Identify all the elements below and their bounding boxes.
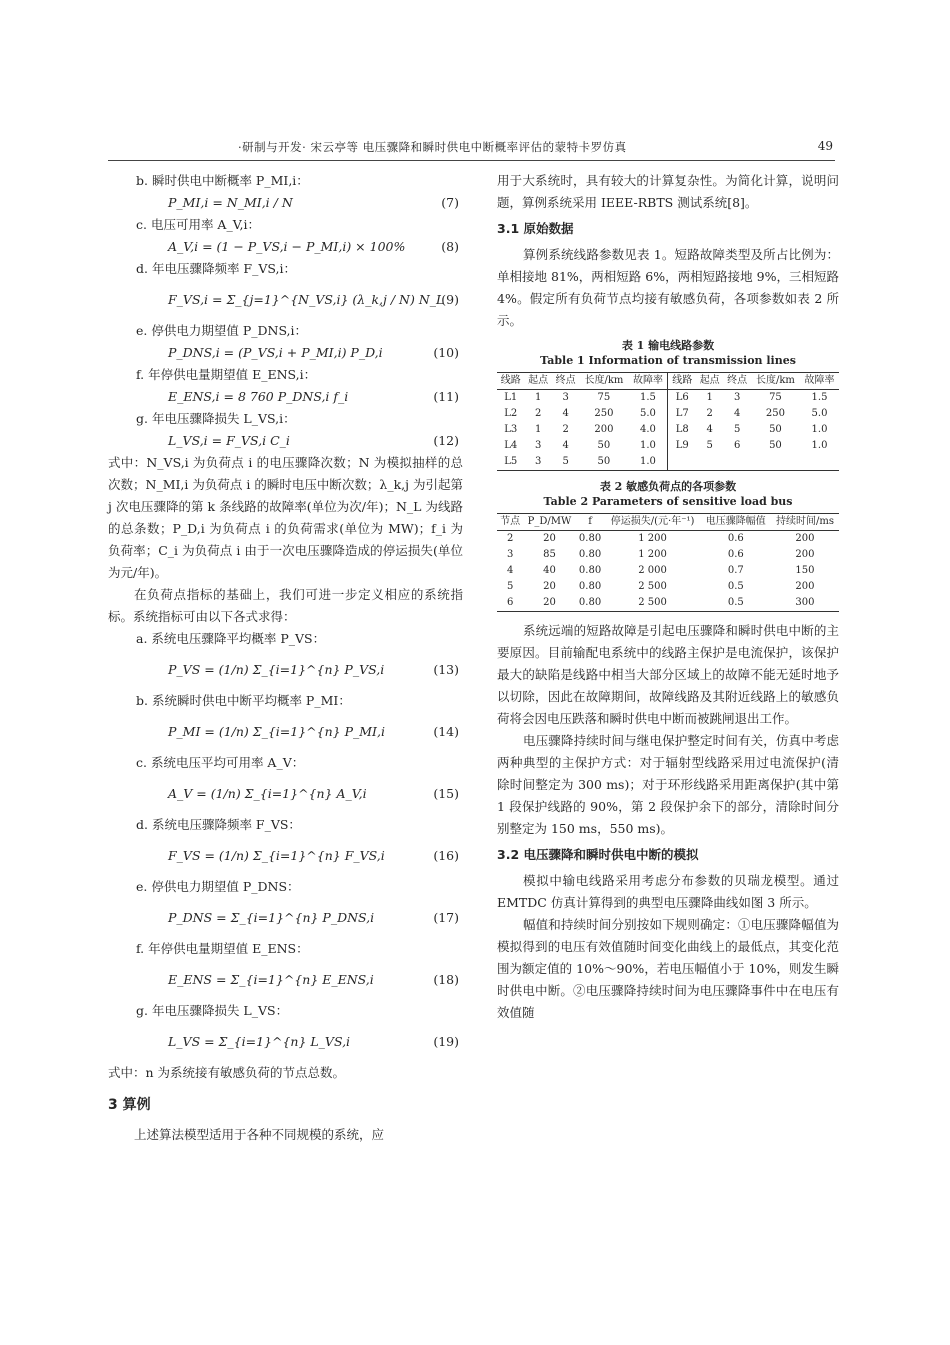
header-cell: 线路	[500, 375, 521, 386]
right-column	[497, 170, 839, 1024]
equation-8	[108, 236, 463, 258]
equation-text: P_MI = (1/n) Σ_{i=1}^{n} P_MI,i	[168, 724, 385, 739]
table-2-caption-en: Table 2 Parameters of sensitive load bus	[543, 495, 793, 508]
equation-number: (9)	[441, 292, 459, 307]
left-column	[108, 170, 463, 1146]
equation-number: (13)	[433, 662, 459, 677]
sys-item-g: g. 年电压骤降损失 L_VS：	[136, 1003, 289, 1018]
table-row	[497, 595, 839, 612]
table-cell: 0.80	[578, 597, 602, 608]
equation-text: L_VS = Σ_{i=1}^{n} L_VS,i	[168, 1034, 351, 1049]
table-2	[497, 513, 839, 612]
table-row	[497, 454, 839, 471]
table-cell: L3	[504, 424, 518, 435]
table-cell: 5.0	[640, 408, 656, 419]
table-cell: 0.80	[578, 549, 602, 560]
table-cell: 4	[733, 408, 741, 419]
equation-10	[108, 342, 463, 364]
table-cell: 1.0	[811, 440, 828, 451]
section-3-paragraph: 上述算法模型适用于各种不同规模的系统，应	[134, 1127, 385, 1142]
item-g: g. 年电压骤降损失 L_VS,i：	[136, 411, 296, 426]
running-title: ·研制与开发· 宋云亭等 电压骤降和瞬时供电中断概率评估的蒙特卡罗仿真	[238, 140, 627, 154]
equation-text: E_ENS = Σ_{i=1}^{n} E_ENS,i	[168, 972, 374, 987]
table-cell: 6	[733, 440, 741, 451]
table-cell: 0.7	[727, 565, 744, 576]
table-2-caption-cn: 表 2 敏感负荷点的各项参数	[599, 480, 737, 493]
table-cell: 1	[534, 424, 542, 435]
header-cell: 停运损失/(元·年⁻¹)	[610, 516, 695, 527]
header-cell: 起点	[528, 375, 549, 386]
table-cell: L8	[668, 422, 696, 438]
table-cell: 1 200	[638, 533, 667, 544]
table-cell: 50	[597, 456, 611, 467]
table-cell: 1.0	[811, 424, 828, 435]
equation-13	[108, 650, 463, 690]
system-intro-paragraph: 在负荷点指标的基础上，我们可进一步定义相应的系统指标。系统指标可由以下各式求得：	[108, 587, 463, 624]
sys-item-a: a. 系统电压骤降平均概率 P_VS：	[136, 631, 326, 646]
table-cell: 200	[795, 581, 815, 592]
equation-14	[108, 712, 463, 752]
table-cell	[800, 454, 839, 471]
page-header	[108, 137, 835, 157]
table-cell: 250	[594, 408, 614, 419]
item-d: d. 年电压骤降频率 F_VS,i：	[136, 261, 296, 276]
equation-11	[108, 386, 463, 408]
header-cell: 电压骤降幅值	[705, 516, 766, 527]
fault-paragraph: 系统远端的短路故障是引起电压骤降和瞬时供电中断的主要原因。目前输配电系统中的线路主保护是电流保护，该保护最大的缺陷是线路中相当大部分区域上的故障不能无延时地予以切除，因此在故障期间，故障线路及其附近线路上的敏感负荷将会因电压跌落和瞬时供电中断而被跳闸退出工作。	[497, 623, 839, 726]
table-row	[497, 547, 839, 563]
table-cell: 75	[769, 392, 782, 403]
table-row	[497, 406, 839, 422]
page-number: 49	[817, 139, 833, 153]
sys-item-c: c. 系统电压平均可用率 A_V：	[136, 755, 305, 770]
header-cell: 终点	[727, 375, 748, 386]
table-cell: 4	[706, 424, 713, 435]
table-cell: 250	[765, 408, 785, 419]
table-cell: 85	[543, 549, 556, 560]
header-cell: 长度/km	[755, 375, 795, 386]
header-cell: P_D/MW	[527, 516, 572, 527]
equation-number: (7)	[441, 195, 459, 210]
table-cell	[696, 454, 723, 471]
equation-19	[108, 1022, 463, 1062]
equation-12	[108, 430, 463, 452]
header-cell: 起点	[699, 375, 720, 386]
table-cell	[751, 454, 800, 471]
table-row	[497, 422, 839, 438]
table-cell: 3	[534, 456, 542, 467]
where2-paragraph: 式中：n 为系统接有敏感负荷的节点总数。	[108, 1065, 346, 1080]
table-cell: 1 200	[638, 549, 667, 560]
table-cell: 3	[506, 549, 514, 560]
table-cell	[723, 454, 750, 471]
table-row	[497, 390, 839, 407]
table-cell: 0.80	[578, 581, 602, 592]
table-cell: 2 500	[638, 581, 667, 592]
table-cell: 300	[795, 597, 815, 608]
section-3-1-heading: 3.1 原始数据	[497, 221, 574, 236]
table-cell: 200	[795, 549, 815, 560]
table-cell: 3	[733, 392, 741, 403]
table-cell: 5	[506, 581, 514, 592]
equation-7	[108, 192, 463, 214]
duration-paragraph: 电压骤降持续时间与继电保护整定时间有关，仿真中考虑两种典型的主保护方式：对于辐射型线路采用过电流保护(清除时间整定为 300 ms)；对于环形线路采用距离保护(其中第 1 段保护线路的 90%，第 2 段保护余下的部分，清除时间分别整定为 150 ms，550 ms)。	[497, 733, 839, 836]
table-cell: 20	[543, 533, 556, 544]
header-cell: 终点	[555, 375, 576, 386]
item-f: f. 年停供电量期望值 E_ENS,i：	[136, 367, 317, 382]
equation-number: (16)	[433, 848, 459, 863]
table-1-caption-en: Table 1 Information of transmission lines	[540, 354, 796, 367]
table-cell: 50	[597, 440, 611, 451]
table-cell: 6	[506, 597, 514, 608]
table-cell: 2 000	[638, 565, 667, 576]
table-cell: 75	[597, 392, 611, 403]
table-cell: 5.0	[811, 408, 828, 419]
item-b: b. 瞬时供电中断概率 P_MI,i：	[136, 173, 309, 188]
table-cell: L7	[668, 406, 696, 422]
table-cell: 50	[769, 440, 782, 451]
table-cell: L6	[668, 390, 696, 407]
continued-paragraph: 用于大系统时，具有较大的计算复杂性。为简化计算，说明问题，算例系统采用 IEEE-RBTS 测试系统[8]。	[497, 173, 839, 210]
table-1-caption-cn: 表 1 输电线路参数	[621, 339, 715, 352]
table-cell: 3	[534, 440, 542, 451]
equation-number: (11)	[433, 389, 459, 404]
table-cell: 2 500	[638, 597, 667, 608]
equation-text: A_V = (1/n) Σ_{i=1}^{n} A_V,i	[168, 786, 367, 801]
header-cell: f	[588, 516, 592, 527]
sys-item-e: e. 停供电力期望值 P_DNS：	[136, 879, 300, 894]
table-cell: 2	[534, 408, 542, 419]
header-rule	[108, 160, 835, 161]
equation-text: F_VS = (1/n) Σ_{i=1}^{n} F_VS,i	[168, 848, 385, 863]
table-cell: 150	[795, 565, 815, 576]
table-header-row	[497, 373, 839, 390]
equation-text: F_VS,i = Σ_{j=1}^{N_VS,i} (λ_k,j / N) N_L	[168, 292, 445, 307]
table-cell: 1.5	[640, 392, 656, 403]
equation-number: (19)	[433, 1034, 459, 1049]
equation-17	[108, 898, 463, 938]
where-paragraph: 式中：N_VS,i 为负荷点 i 的电压骤降次数；N 为模拟抽样的总次数；N_MI,i 为负荷点 i 的瞬时电压中断次数；λ_k,j 为引起第 j 次电压骤降的第 k 条线路的故障率(单位为次/年)；N_L 为线路的总条数；P_D,i 为负荷点 i 的负荷需求(单位为 MW)；f_i 为负荷率；C_i 为负荷点 i 由于一次电压骤降造成的停运损失(单位为元/年)。	[108, 455, 463, 580]
table-cell: L1	[504, 392, 518, 403]
table-cell: 1.5	[811, 392, 828, 403]
table-cell	[668, 454, 696, 471]
equation-number: (15)	[433, 786, 459, 801]
table-cell: 4	[506, 565, 514, 576]
sys-item-d: d. 系统电压骤降频率 F_VS：	[136, 817, 301, 832]
table-cell: 2	[562, 424, 569, 435]
equation-number: (18)	[433, 972, 459, 987]
equation-number: (8)	[441, 239, 459, 254]
table-cell: 0.80	[578, 565, 602, 576]
equation-number: (12)	[433, 433, 459, 448]
table-cell: 5	[733, 424, 741, 435]
table-cell: 2	[706, 408, 713, 419]
table-cell: 0.80	[578, 533, 602, 544]
sys-item-f: f. 年停供电量期望值 E_ENS：	[136, 941, 309, 956]
table-header-row	[497, 514, 839, 531]
table-cell: L4	[504, 440, 518, 451]
table-cell: 0.6	[727, 533, 744, 544]
table-cell: 20	[543, 581, 556, 592]
table-cell: 1.0	[640, 440, 656, 451]
header-cell: 长度/km	[584, 375, 624, 386]
table-cell: 200	[795, 533, 815, 544]
table-cell: 2	[506, 533, 514, 544]
header-cell: 故障率	[804, 375, 835, 386]
table-1-caption	[497, 338, 839, 368]
header-cell: 节点	[500, 516, 521, 527]
table-row	[497, 531, 839, 548]
table-cell: 1	[706, 392, 713, 403]
table-cell: 5	[562, 456, 569, 467]
equation-text: P_DNS,i = (P_VS,i + P_MI,i) P_D,i	[168, 345, 383, 360]
table-row	[497, 579, 839, 595]
table-cell: 0.5	[727, 581, 744, 592]
table-row	[497, 563, 839, 579]
table-cell: L2	[504, 408, 518, 419]
table-row	[497, 438, 839, 454]
sys-item-b: b. 系统瞬时供电中断平均概率 P_MI：	[136, 693, 351, 708]
table-cell: 0.5	[727, 597, 744, 608]
section-3-2-paragraph: 模拟中输电线路采用考虑分布参数的贝瑞龙模型。通过 EMTDC 仿真计算得到的典型电压骤降曲线如图 3 所示。	[497, 873, 839, 910]
table-cell: 0.6	[727, 549, 744, 560]
equation-number: (10)	[433, 345, 459, 360]
equation-number: (14)	[433, 724, 459, 739]
equation-number: (17)	[433, 910, 459, 925]
table-cell: 50	[769, 424, 782, 435]
section-3-2-heading: 3.2 电压骤降和瞬时供电中断的模拟	[497, 847, 699, 862]
equation-text: E_ENS,i = 8 760 P_DNS,i f_i	[168, 389, 349, 404]
table-cell: L9	[668, 438, 696, 454]
section-3-1-paragraph: 算例系统线路参数见表 1。短路故障类型及所占比例为：单相接地 81%，两相短路 6%，两相短路接地 9%，三相短路 4%。假定所有负荷节点均接有敏感负荷，各项参数如表 2 所示。	[497, 247, 839, 328]
equation-16	[108, 836, 463, 876]
item-e: e. 停供电力期望值 P_DNS,i：	[136, 323, 308, 338]
equation-text: P_DNS = Σ_{i=1}^{n} P_DNS,i	[168, 910, 375, 925]
table-cell: 5	[706, 440, 713, 451]
equation-15	[108, 774, 463, 814]
item-c: c. 电压可用率 A_V,i：	[136, 217, 261, 232]
header-cell: 故障率	[632, 375, 663, 386]
table-cell: 4	[562, 408, 569, 419]
table-cell: 20	[543, 597, 556, 608]
equation-9	[108, 280, 463, 320]
section-3-heading: 3 算例	[108, 1097, 151, 1113]
table-cell: 1.0	[640, 456, 656, 467]
equation-text: A_V,i = (1 − P_VS,i − P_MI,i) × 100%	[168, 239, 406, 254]
equation-text: L_VS,i = F_VS,i C_i	[168, 433, 290, 448]
table-cell: L5	[504, 456, 518, 467]
table-cell: 1	[534, 392, 542, 403]
rules-paragraph: 幅值和持续时间分别按如下规则确定：①电压骤降幅值为模拟得到的电压有效值随时间变化曲线上的最低点，其变化范围为额定值的 10%～90%，若电压幅值小于 10%，则发生瞬时供电中断。②电压骤降持续时间为电压骤降事件中在电压有效值随	[497, 917, 839, 1020]
table-cell: 3	[562, 392, 569, 403]
table-2-caption	[497, 479, 839, 509]
header-cell: 持续时间/ms	[775, 516, 834, 527]
equation-text: P_MI,i = N_MI,i / N	[168, 195, 293, 210]
table-cell: 4.0	[640, 424, 656, 435]
table-cell: 200	[594, 424, 614, 435]
table-1	[497, 372, 839, 471]
table-cell: 4	[562, 440, 569, 451]
table-cell: 40	[543, 565, 556, 576]
header-cell: 线路	[668, 373, 696, 390]
equation-text: P_VS = (1/n) Σ_{i=1}^{n} P_VS,i	[168, 662, 385, 677]
equation-18	[108, 960, 463, 1000]
